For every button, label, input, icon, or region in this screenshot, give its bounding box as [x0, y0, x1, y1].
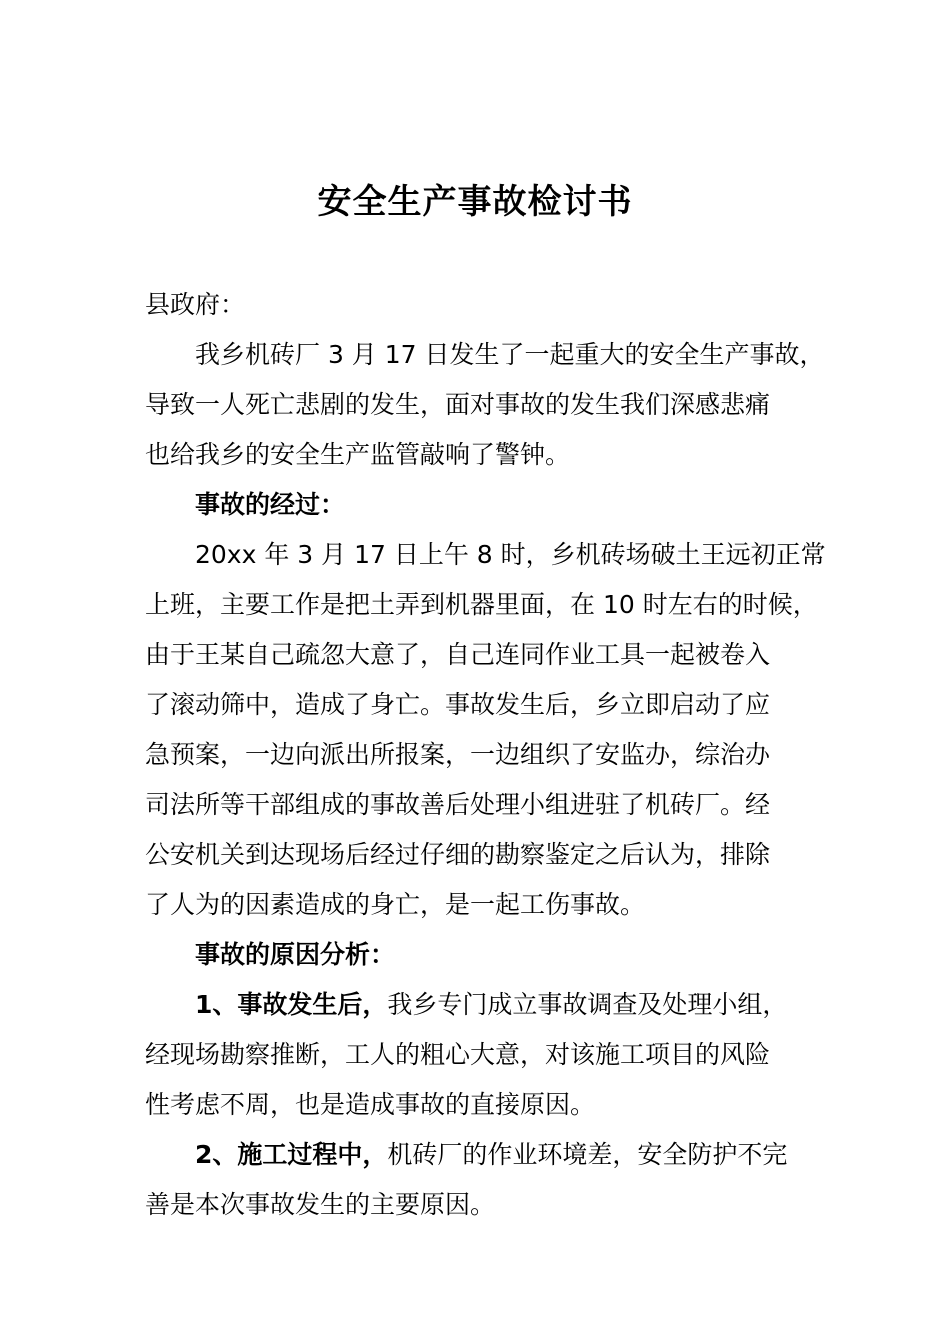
body-text: 善是本次事故发生的主要原因。	[145, 1190, 496, 1219]
text-line	[145, 330, 845, 380]
text-line	[145, 580, 845, 630]
body-text: 了滚动筛中，造成了身亡。事故发生后，乡立即启动了应	[145, 690, 771, 719]
text-line	[145, 480, 845, 530]
text-line	[145, 1130, 845, 1180]
text-line	[145, 1080, 845, 1130]
body-text: 20xx 年 3 月 17 日上午 8 时，乡机砖场破土王远初正常	[195, 540, 826, 569]
body-text: 急预案，一边向派出所报案，一边组织了安监办，综治办	[145, 740, 771, 769]
body-text: 性考虑不周，也是造成事故的直接原因。	[145, 1090, 596, 1119]
heading-text: 事故的经过：	[195, 490, 346, 519]
heading-text: 事故的原因分析：	[195, 940, 396, 969]
text-line	[145, 630, 845, 680]
text-line	[145, 530, 845, 580]
body-text: 司法所等干部组成的事故善后处理小组进驻了机砖厂。经	[145, 790, 771, 819]
paragraph-lines	[145, 330, 845, 1230]
text-line	[145, 430, 845, 480]
heading-text: 2、施工过程中，	[195, 1140, 388, 1169]
body-text: 导致一人死亡悲剧的发生，面对事故的发生我们深感悲痛	[145, 390, 771, 419]
body-text: 由于王某自己疏忽大意了，自己连同作业工具一起被卷入	[145, 640, 771, 669]
document-body	[145, 280, 845, 1230]
body-text: 机砖厂的作业环境差，安全防护不完	[387, 1140, 788, 1169]
text-line	[145, 1030, 845, 1080]
body-text: 公安机关到达现场后经过仔细的勘察鉴定之后认为，排除	[145, 840, 771, 869]
text-line	[145, 730, 845, 780]
salutation: 县政府：	[145, 290, 246, 319]
text-line	[145, 780, 845, 830]
body-text: 上班，主要工作是把土弄到机器里面，在 10 时左右的时候，	[145, 590, 818, 619]
text-line	[145, 980, 845, 1030]
text-line	[145, 880, 845, 930]
heading-text: 1、事故发生后，	[195, 990, 388, 1019]
body-text: 经现场勘察推断，工人的粗心大意，对该施工项目的风险	[145, 1040, 771, 1069]
body-text: 我乡专门成立事故调查及处理小组，	[387, 990, 788, 1019]
text-line	[145, 930, 845, 980]
body-text: 我乡机砖厂 3 月 17 日发生了一起重大的安全生产事故，	[195, 340, 825, 369]
document-title: 安全生产事故检讨书	[317, 182, 633, 222]
text-line	[145, 680, 845, 730]
body-text: 了人为的因素造成的身亡，是一起工伤事故。	[145, 890, 646, 919]
text-line	[145, 1180, 845, 1230]
body-text: 也给我乡的安全生产监管敲响了警钟。	[145, 440, 571, 469]
text-line	[145, 380, 845, 430]
text-line	[145, 830, 845, 880]
